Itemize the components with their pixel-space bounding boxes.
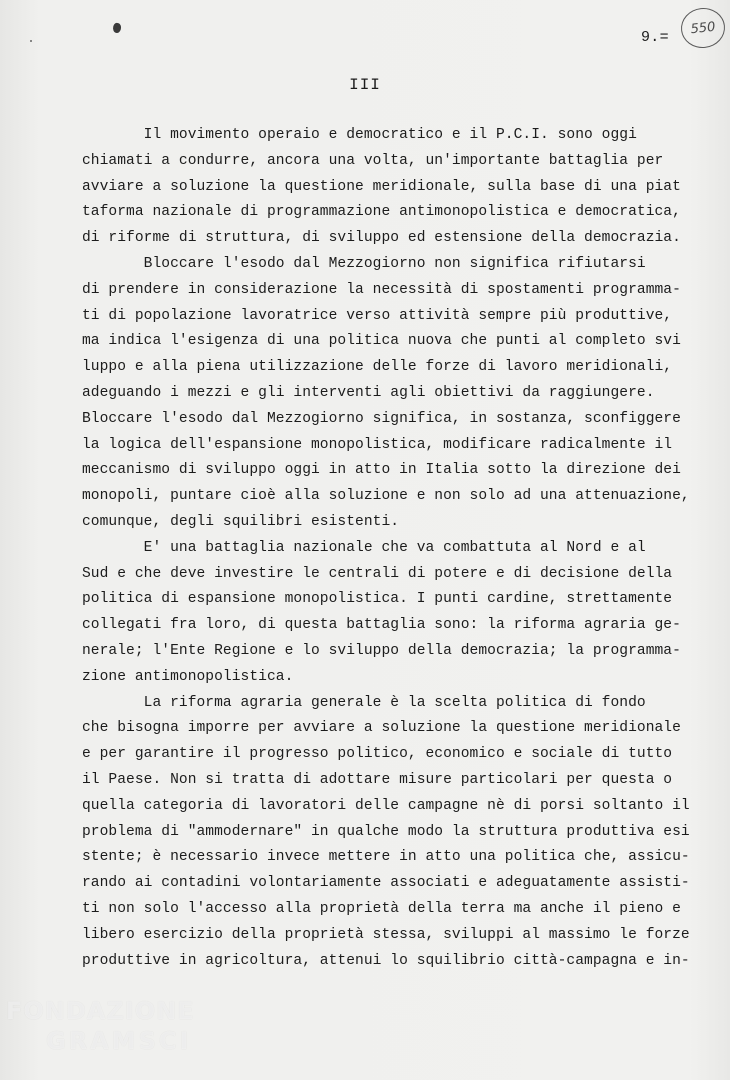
text-line: Sud e che deve investire le centrali di potere e di decisione della <box>82 565 673 582</box>
text-line: meccanismo di sviluppo oggi in atto in Italia sotto la direzione dei <box>82 462 681 479</box>
text-line: comunque, degli squilibri esistenti. <box>82 513 400 530</box>
typewritten-body <box>82 123 702 974</box>
ink-blot-mark <box>112 22 122 34</box>
text-line: E' una battaglia nazionale che va combattuta al Nord e al <box>82 539 646 556</box>
text-line: avviare a soluzione la questione meridionale, sulla base di una piat <box>82 178 681 195</box>
text-line: stente; è necessario invece mettere in atto una politica che, assicu- <box>82 849 690 866</box>
text-line: produttive in agricoltura, attenui lo squilibrio città-campagna e in- <box>82 952 690 969</box>
archive-stamp-number: 550 <box>679 6 727 50</box>
text-line: quella categoria di lavoratori delle campagne nè di porsi soltanto il <box>82 797 690 814</box>
text-line: zione antimonopolistica. <box>82 668 294 685</box>
text-line: ma indica l'esigenza di una politica nuova che punti al completo svi <box>82 333 681 350</box>
text-line: adeguando i mezzi e gli interventi agli obiettivi da raggiungere. <box>82 384 655 401</box>
page-number: 9.= <box>641 29 669 46</box>
text-line: libero esercizio della proprietà stessa, sviluppi al massimo le forze <box>82 926 690 943</box>
text-line: il Paese. Non si tratta di adottare misure particolari per questa o <box>82 771 673 788</box>
archive-watermark <box>6 996 195 1056</box>
text-line: La riforma agraria generale è la scelta politica di fondo <box>82 694 646 711</box>
text-line: collegati fra loro, di questa battaglia sono: la riforma agraria ge- <box>82 617 681 634</box>
text-line: problema di "ammodernare" in qualche modo la struttura produttiva esi <box>82 823 690 840</box>
text-line: taforma nazionale di programmazione antimonopolistica e democratica, <box>82 204 681 221</box>
text-line: che bisogna imporre per avviare a soluzione la questione meridionale <box>82 720 681 737</box>
text-line: di prendere in considerazione la necessità di spostamenti programma- <box>82 281 681 298</box>
text-line: e per garantire il progresso politico, economico e sociale di tutto <box>82 746 673 763</box>
text-line: Il movimento operaio e democratico e il P.C.I. sono oggi <box>82 127 637 143</box>
text-line: ti non solo l'accesso alla proprietà della terra ma anche il pieno e <box>82 900 681 917</box>
text-line: chiamati a condurre, ancora una volta, un'importante battaglia per <box>82 152 664 169</box>
margin-mark <box>30 40 32 42</box>
text-line: la logica dell'espansione monopolistica, modificare radicalmente il <box>82 436 673 453</box>
text-line: nerale; l'Ente Regione e lo sviluppo della democrazia; la programma- <box>82 642 681 659</box>
text-line: politica di espansione monopolistica. I punti cardine, strettamente <box>82 591 673 608</box>
watermark-line-2: GRAMSCI <box>46 1027 192 1055</box>
watermark-line-1: FONDAZIONE <box>6 997 195 1025</box>
text-line: luppo e alla piena utilizzazione delle forze di lavoro meridionali, <box>82 359 673 376</box>
text-line: monopoli, puntare cioè alla soluzione e non solo ad una attenuazione, <box>82 488 690 505</box>
text-line: di riforme di struttura, di sviluppo ed estensione della democrazia. <box>82 230 681 247</box>
text-line: ti di popolazione lavoratrice verso attività sempre più produttive, <box>82 307 673 324</box>
text-line: Bloccare l'esodo dal Mezzogiorno non significa rifiutarsi <box>82 255 646 272</box>
chapter-title: III <box>349 76 381 94</box>
text-line: rando ai contadini volontariamente associati e adeguatamente assisti- <box>82 875 690 892</box>
text-line: Bloccare l'esodo dal Mezzogiorno significa, in sostanza, sconfiggere <box>82 410 681 427</box>
